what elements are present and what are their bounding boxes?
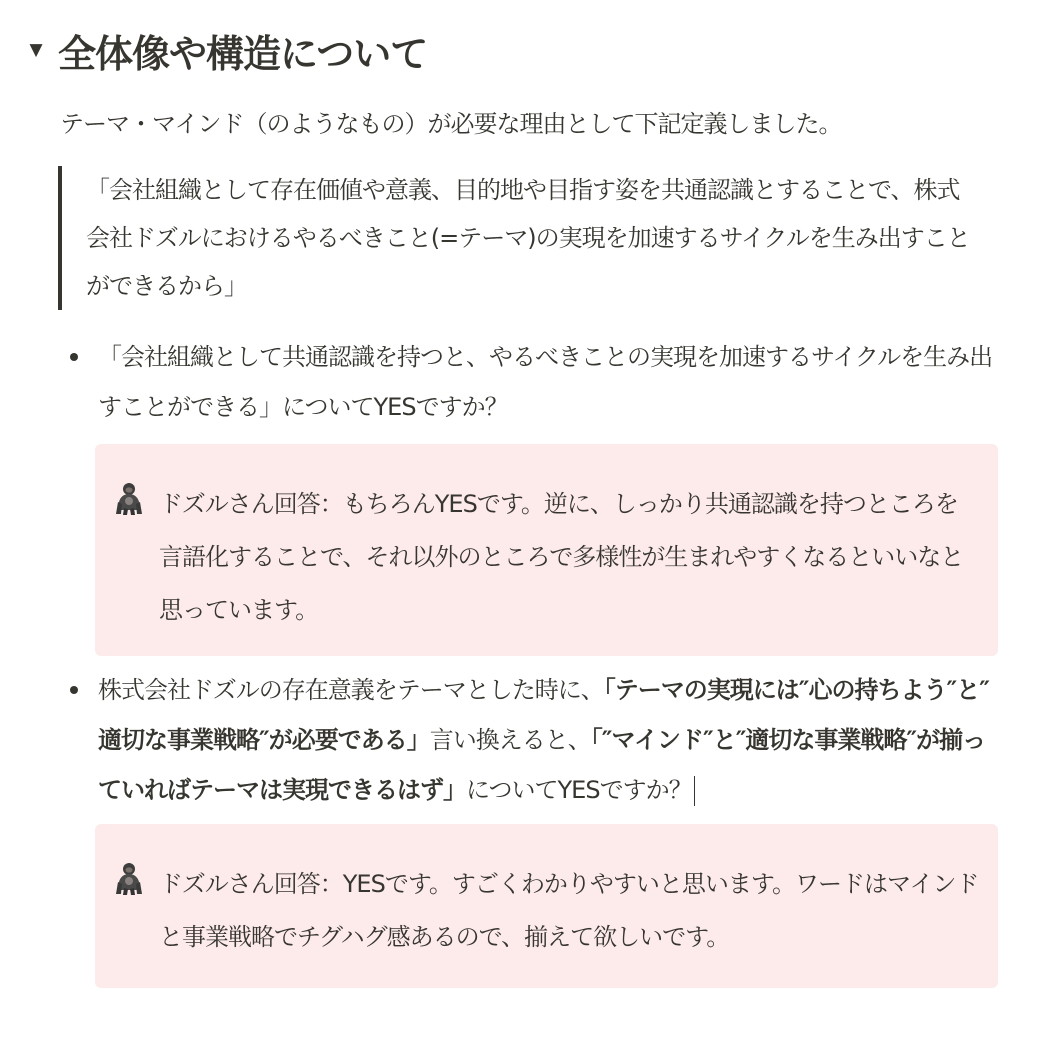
gorilla-icon[interactable] xyxy=(113,860,145,896)
gorilla-icon[interactable] xyxy=(113,480,145,516)
bullet-2-part2: 言い換えると、 xyxy=(429,726,591,754)
triangle-down-icon[interactable]: ▼ xyxy=(29,40,43,60)
text-cursor xyxy=(694,776,695,806)
bullet-2-part3: についてYESですか？ xyxy=(466,776,692,804)
toggle-heading-title[interactable]: 全体像や構造について xyxy=(58,31,428,76)
bullet-text-2[interactable] xyxy=(98,665,998,815)
callout-2[interactable] xyxy=(95,824,998,988)
callout-text-1[interactable]: ドズルさん回答：もちろんYESです。逆に、しっかり共通認識を持つところを言語化することで、それ以外のところで多様性が生まれやすくなるといいなと思っています。 xyxy=(159,490,964,624)
bullet-dot-icon xyxy=(70,686,78,694)
bullet-2-part1: 株式会社ドズルの存在意義をテーマとした時に、 xyxy=(98,676,604,704)
bullet-2-bold2: 「″マインド″と″適切な事業戦略″が揃っていればテーマは実現できるはず」 xyxy=(98,726,986,804)
toggle-heading[interactable] xyxy=(24,24,427,76)
quote-block[interactable] xyxy=(58,166,978,310)
bullet-dot-icon xyxy=(70,353,78,361)
quote-text[interactable]: 「会社組織として存在価値や意義、目的地や目指す姿を共通認識とすることで、株式会社ドズルにおけるやるべきこと(=テーマ)の実現を加速するサイクルを生み出すことができるから」 xyxy=(86,176,970,300)
bullet-text-1[interactable]: 「会社組織として共通認識を持つと、やるべきことの実現を加速するサイクルを生み出すことができる」についてYESですか？ xyxy=(98,343,993,421)
callout-text-2[interactable]: ドズルさん回答：YESです。すごくわかりやすいと思います。ワードはマインドと事業戦略でチグハグ感あるので、揃えて欲しいです。 xyxy=(159,870,979,951)
intro-paragraph[interactable]: テーマ・マインド（のようなもの）が必要な理由として下記定義しました。 xyxy=(60,110,842,138)
callout-1[interactable] xyxy=(95,444,998,656)
bullet-2-bold1: 「テーマの実現には″心の持ちよう″と″適切な事業戦略″が必要である」 xyxy=(98,676,989,754)
